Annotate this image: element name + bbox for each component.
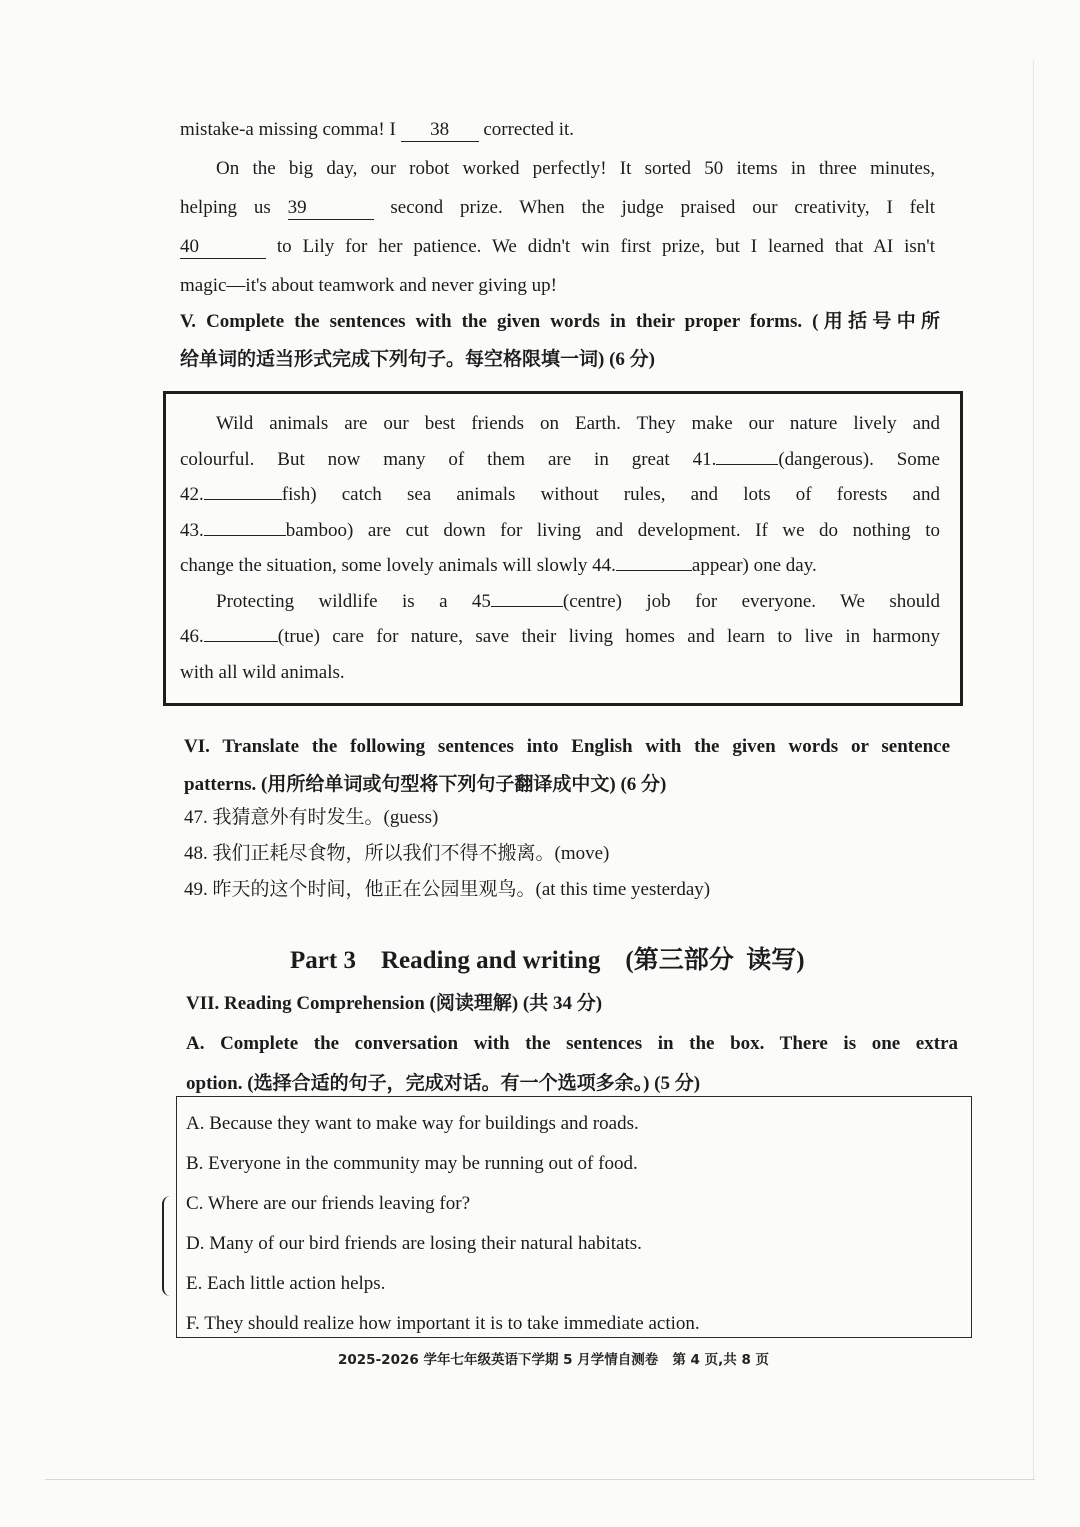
- part-3-title: Part 3 Reading and writing (第三部分 读写): [290, 947, 805, 974]
- blank-45[interactable]: [491, 606, 563, 607]
- passage-line-4: 40 to Lily for her patience. We didn't win first prize, but I learned that AI isn't: [180, 236, 935, 257]
- blank-46[interactable]: [204, 641, 278, 642]
- section-5-heading: V. Complete the sentences with the given words in their proper forms. (用括号中所 给单词的适当形式完成下列句子。每空格限填一词) (6 分): [180, 311, 940, 370]
- option-e: E. Each little action helps.: [186, 1273, 386, 1294]
- blank-39[interactable]: 39: [288, 197, 374, 220]
- passage-line-5: magic—it's about teamwork and never giving up!: [180, 275, 557, 296]
- option-b: B. Everyone in the community may be running out of food.: [186, 1153, 638, 1174]
- option-d: D. Many of our bird friends are losing their natural habitats.: [186, 1233, 642, 1254]
- passage-line-3: helping us 39 second prize. When the judge praised our creativity, I felt: [180, 197, 936, 218]
- page-edge-line: [1033, 60, 1034, 1480]
- options-list: [186, 1104, 966, 1344]
- passage-line-1: mistake-a missing comma! I 38 corrected it.: [180, 119, 575, 140]
- passage-end: [180, 110, 935, 305]
- section-7-heading: VII. Reading Comprehension (阅读理解) (共 34 分) A. Complete the conversation with the sentences in the box. There is one extra option. (选择合适的句子，完成对话。有一个选项多余。) (5 分): [186, 993, 958, 1094]
- blank-42[interactable]: [204, 499, 282, 500]
- question-48: 48. 我们正耗尽食物，所以我们不得不搬离。(move): [184, 843, 610, 864]
- option-a: A. Because they want to make way for buildings and roads.: [186, 1113, 639, 1134]
- section-6-heading: VI. Translate the following sentences into English with the given words or sentence patterns. (用所给单词或句型将下列句子翻译成中文) (6 分): [184, 736, 950, 795]
- blank-44[interactable]: [616, 570, 692, 571]
- blank-38[interactable]: 38: [401, 119, 479, 142]
- option-c: C. Where are our friends leaving for?: [186, 1193, 470, 1214]
- blank-41[interactable]: [716, 464, 778, 465]
- blank-40[interactable]: 40: [180, 236, 266, 259]
- passage-line-2: On the big day, our robot worked perfectly! It sorted 50 items in three minutes,: [216, 158, 935, 179]
- option-f: F. They should realize how important it is to take immediate action.: [186, 1313, 700, 1334]
- question-47: 47. 我猜意外有时发生。(guess): [184, 807, 439, 828]
- section-6-questions: [184, 800, 944, 908]
- section-5-passage: Wild animals are our best friends on Earth. They make our nature lively and colourful. But now many of them are in great 41. (dangerous). Some 42. fish) catch sea animals without rules, and lots of forests and 43. bamboo) are cut down for living and development. If we do nothing to change the situation, some lovely animals will slowly 44. appear) one day. Protecting wildlife is a 45 (centre) job for everyone. We should 46. (true) care for nature, save their living homes and learn to live in harmony with all wild animals.: [180, 413, 940, 683]
- handwritten-bracket: [162, 1196, 178, 1296]
- page-bottom-line: [45, 1479, 1035, 1480]
- question-49: 49. 昨天的这个时间，他正在公园里观鸟。(at this time yesterday): [184, 879, 711, 900]
- blank-43[interactable]: [204, 535, 286, 536]
- page-footer: 2025-2026 学年七年级英语下学期 5 月学情自测卷 第 4 页,共 8 页: [338, 1352, 770, 1368]
